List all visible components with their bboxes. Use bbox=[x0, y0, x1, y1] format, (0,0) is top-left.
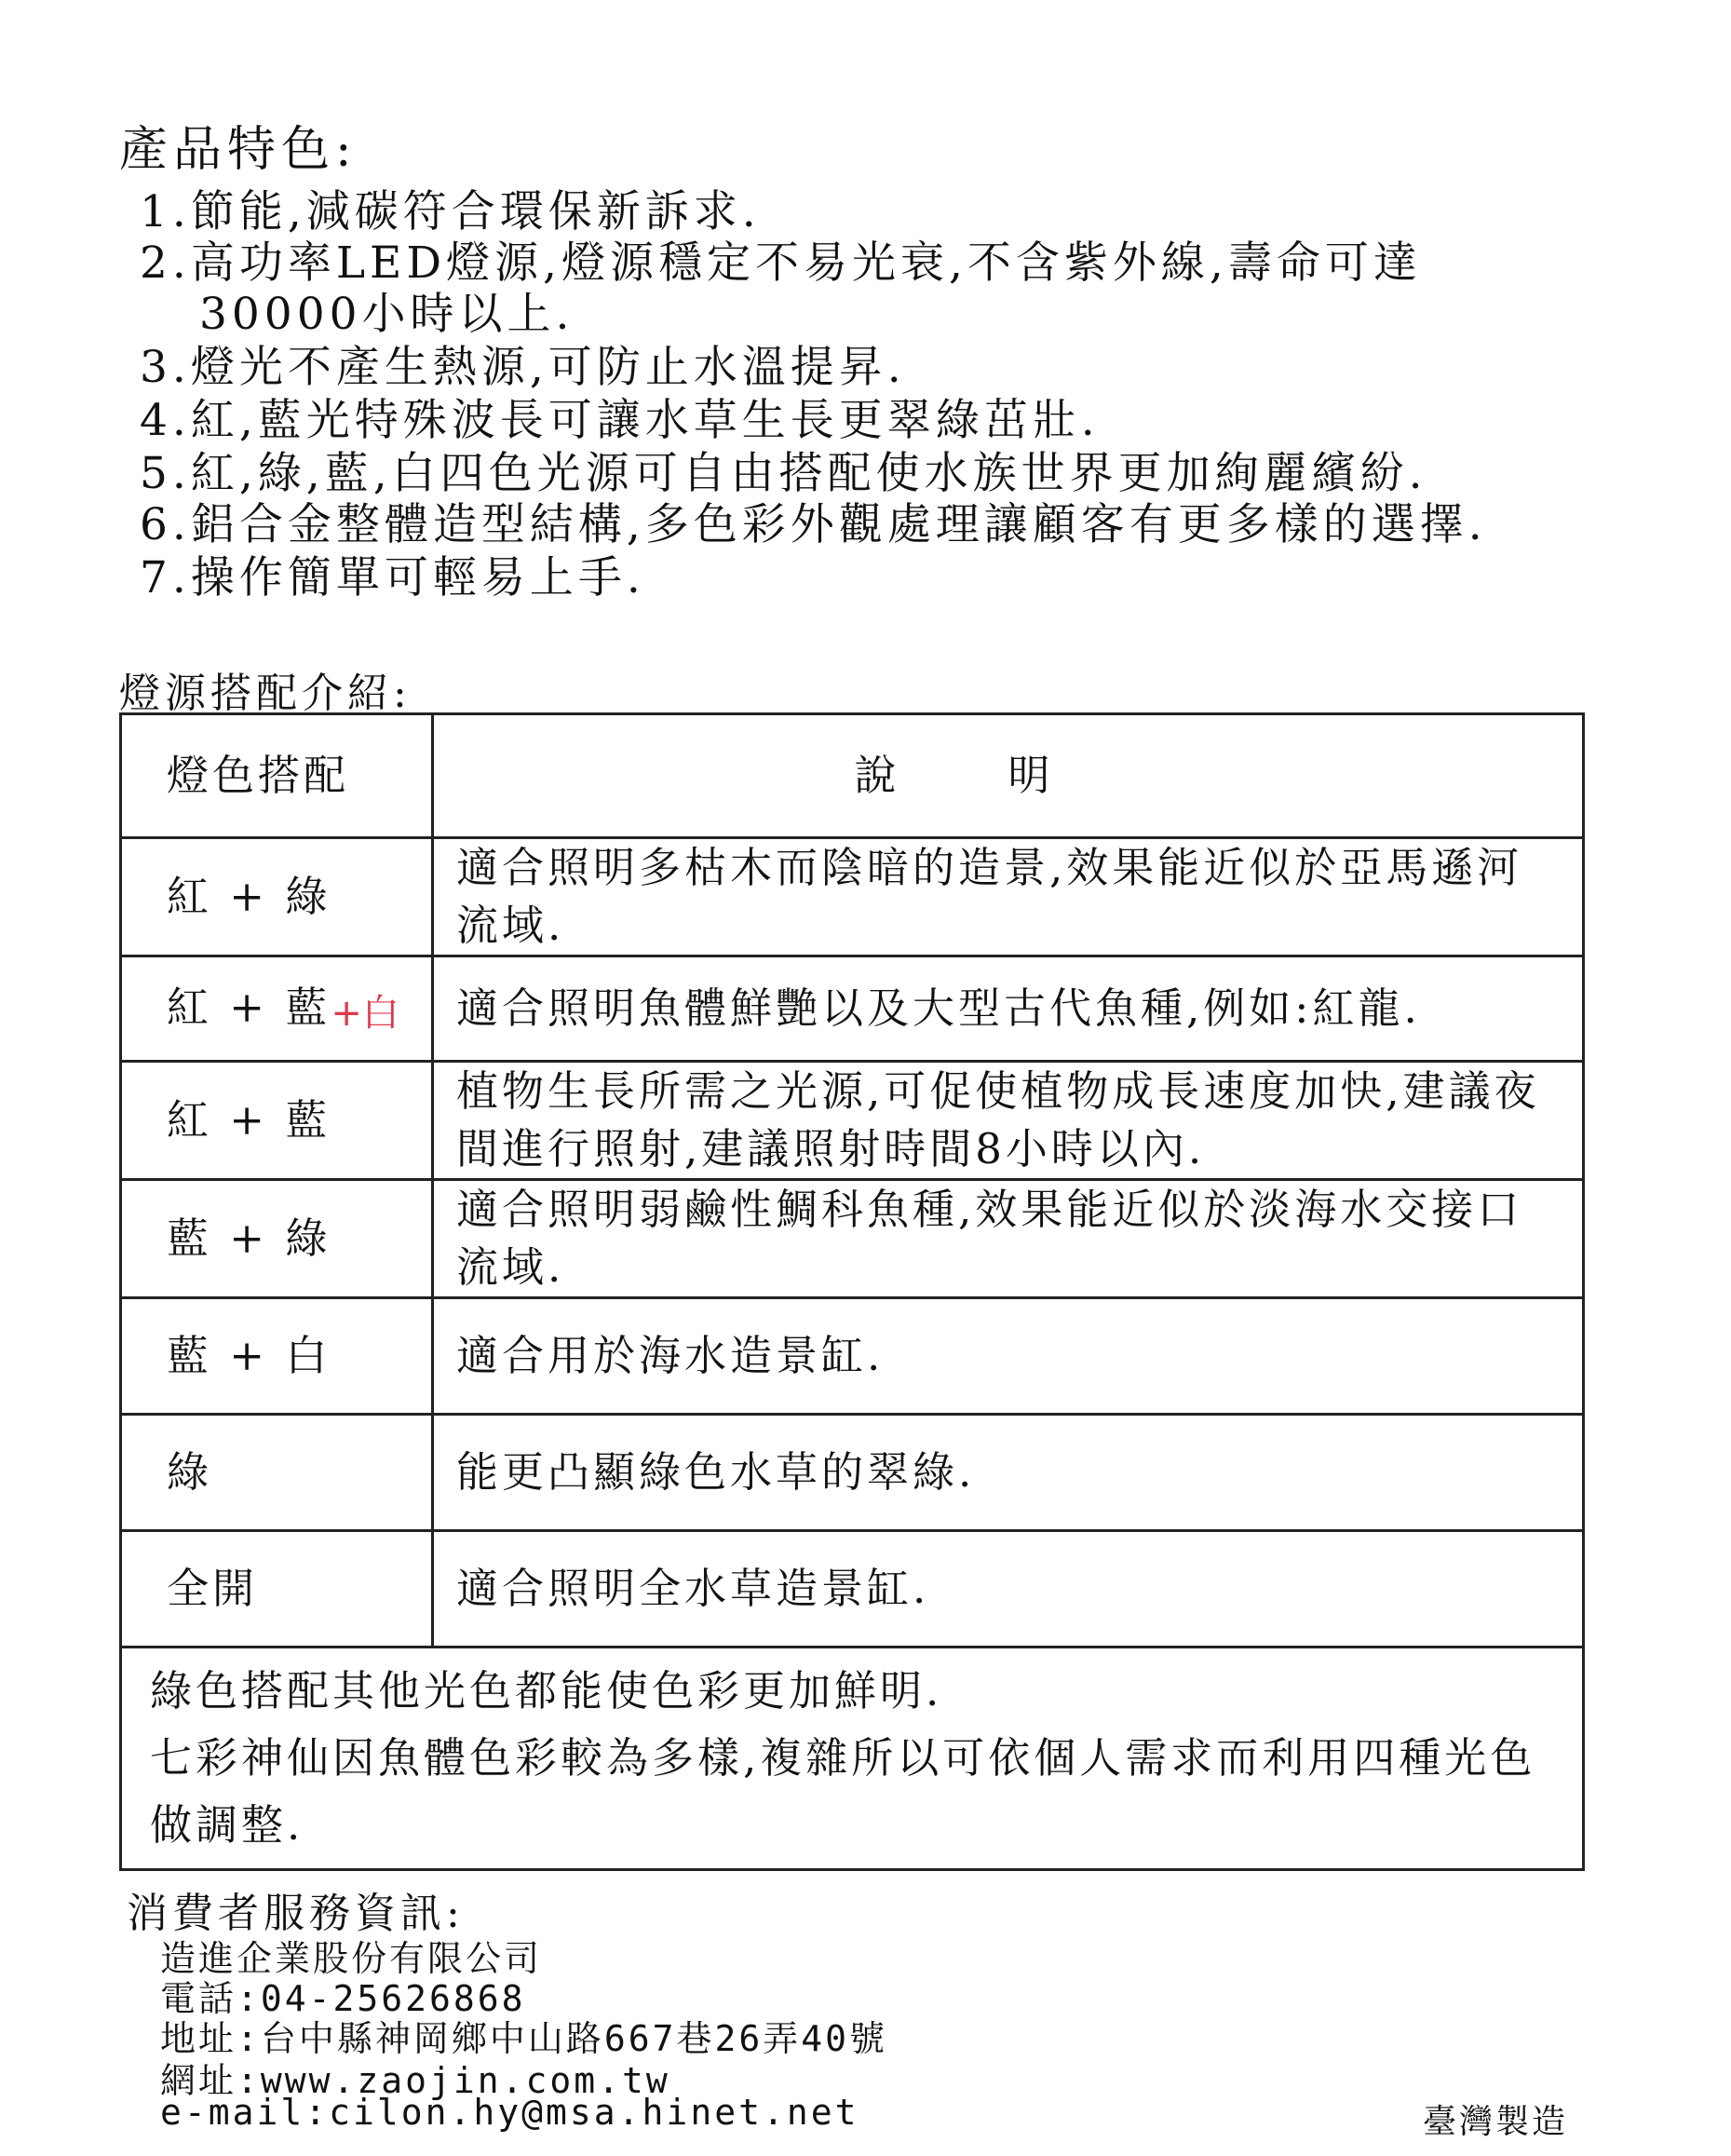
address: 地址:台中縣神岡鄉中山路667巷26弄40號 bbox=[160, 2018, 888, 2059]
table-row bbox=[121, 1298, 1584, 1415]
feature-item-2-cont: 30000小時以上. bbox=[199, 289, 575, 340]
feature-item-7: 7.操作簡單可輕易上手. bbox=[140, 552, 645, 603]
handwritten-mark: +白 bbox=[331, 992, 399, 1035]
email: e-mail:cilon.hy@msa.hinet.net bbox=[160, 2092, 859, 2133]
combo-cell: 紅 + 綠 bbox=[121, 838, 433, 956]
table-row bbox=[121, 1531, 1584, 1648]
made-in-label: 臺灣製造 bbox=[1423, 2103, 1569, 2141]
desc-cell: 適合照明全水草造景缸. bbox=[433, 1531, 1584, 1648]
phone-number: 電話:04-25626868 bbox=[160, 1978, 526, 2019]
desc-cell: 適合照明魚體鮮艷以及大型古代魚種,例如:紅龍. bbox=[433, 956, 1584, 1062]
combo-cell: 藍 + 綠 bbox=[121, 1180, 433, 1298]
lighting-heading: 燈源搭配介紹: bbox=[119, 670, 412, 717]
feature-item-2: 2.高功率LED燈源,燈源穩定不易光衰,不含紫外線,壽命可達 bbox=[140, 237, 1422, 289]
column-header-combo: 燈色搭配 bbox=[121, 714, 433, 838]
combo-label: 紅 + 藍 bbox=[167, 983, 331, 1032]
column-header-desc: 說明 bbox=[433, 714, 1584, 838]
table-header-row bbox=[121, 714, 1584, 838]
table-row bbox=[121, 1415, 1584, 1531]
combo-cell: 紅 + 藍 bbox=[121, 1062, 433, 1180]
feature-item-5: 5.紅,綠,藍,白四色光源可自由搭配使水族世界更加絢麗繽紛. bbox=[140, 448, 1427, 499]
feature-item-4: 4.紅,藍光特殊波長可讓水草生長更翠綠茁壯. bbox=[140, 395, 1100, 446]
feature-item-1: 1.節能,減碳符合環保新訴求. bbox=[140, 186, 761, 237]
combo-cell bbox=[121, 956, 433, 1062]
desc-cell: 適合照明多枯木而陰暗的造景,效果能近似於亞馬遜河流域. bbox=[433, 838, 1584, 956]
note-cell bbox=[121, 1648, 1584, 1870]
company-name: 造進企業股份有限公司 bbox=[160, 1938, 543, 1979]
desc-cell: 植物生長所需之光源,可促使植物成長速度加快,建議夜間進行照射,建議照射時間8小時以內. bbox=[433, 1062, 1584, 1180]
table-note-row bbox=[121, 1648, 1584, 1870]
combo-cell: 綠 bbox=[121, 1415, 433, 1531]
note-line-1: 綠色搭配其他光色都能使色彩更加鮮明. bbox=[150, 1666, 943, 1715]
features-heading: 產品特色: bbox=[119, 122, 358, 178]
combo-cell: 藍 + 白 bbox=[121, 1298, 433, 1415]
note-line-2: 七彩神仙因魚體色彩較為多樣,複雜所以可依個人需求而利用四種光色做調整. bbox=[150, 1733, 1536, 1850]
service-heading: 消費者服務資訊: bbox=[127, 1890, 465, 1937]
desc-cell: 適合照明弱鹼性鯛科魚種,效果能近似於淡海水交接口流域. bbox=[433, 1180, 1584, 1298]
feature-item-3: 3.燈光不產生熱源,可防止水溫提昇. bbox=[140, 342, 906, 393]
desc-cell: 適合用於海水造景缸. bbox=[433, 1298, 1584, 1415]
table-row bbox=[121, 956, 1584, 1062]
website: 網址:www.zaojin.com.tw bbox=[160, 2060, 670, 2101]
table-row bbox=[121, 838, 1584, 956]
table-row bbox=[121, 1062, 1584, 1180]
lighting-table bbox=[119, 712, 1585, 1871]
feature-item-6: 6.鋁合金整體造型結構,多色彩外觀處理讓顧客有更多樣的選擇. bbox=[140, 499, 1487, 550]
combo-cell: 全開 bbox=[121, 1531, 433, 1648]
table-row bbox=[121, 1180, 1584, 1298]
desc-cell: 能更凸顯綠色水草的翠綠. bbox=[433, 1415, 1584, 1531]
